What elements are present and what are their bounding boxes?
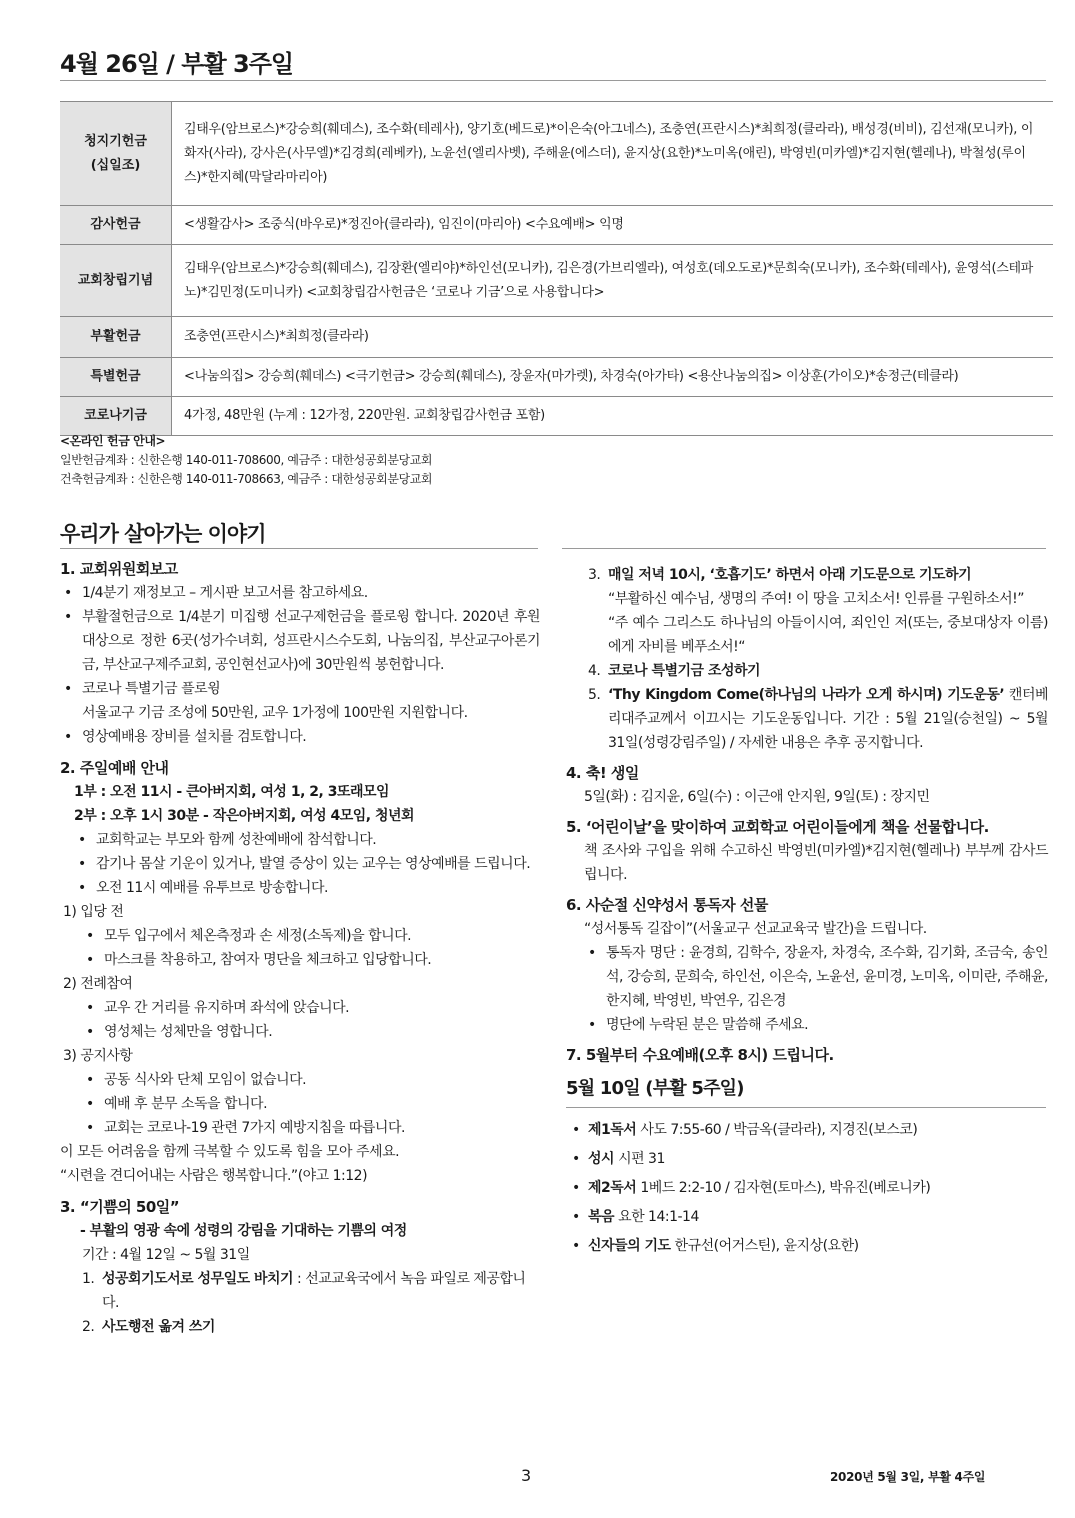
row-value: 조충연(프란시스)*최희정(클라라) (172, 317, 1054, 358)
online-title: <온라인 헌금 안내> (60, 434, 166, 448)
section-divider-right (562, 548, 1046, 549)
bible-reading-text: “성서통독 길잡이”(서울교구 선교교육국 발간)을 드립니다. (584, 921, 927, 937)
row-value: 김태우(암브로스)*강승희(훼데스), 조수화(테레사), 양기호(베드로)*이은숙(아그네스), 조충연(프란시스)*최희정(클라라), 배성경(비비), 김선재(모니카), 이화자(사라), 강사은(사무엘)*김경희(레베카), 노윤선(엘리사벳), 주해윤(에스더), 윤지상(요한)*노미옥(애린), 박영빈(미카엘)*김지현(헬레나), 박철성(루이스)*한지혜(막달라마리아) (172, 102, 1054, 206)
next-week-title: 5월 10일 (부활 5주일) (566, 1078, 744, 1099)
prayer-text: “부활하신 예수님, 생명의 주여! 이 땅을 고치소서! 인류를 구원하소서!” (608, 591, 1025, 607)
committee-report-list (60, 581, 540, 749)
list-item: • 마스크를 착용하고, 참여자 명단을 체크하고 입당합니다. (82, 948, 540, 972)
list-item: • 교회는 코로나-19 관련 7가지 예방지침을 따릅니다. (82, 1116, 540, 1140)
general-account: 일반헌금계좌 : 신한은행 140-011-708600, 예금주 : 대한성공회분당교회 (60, 453, 433, 467)
service-2: 2부 : 오후 1시 30분 - 작은아버지회, 여성 4모임, 청년회 (74, 808, 415, 824)
row-label: 감사헌금 (90, 217, 141, 232)
list-item: • 모두 입구에서 체온측정과 손 세정(소독제)을 합니다. (82, 924, 540, 948)
list-item: • 교회학교는 부모와 함께 성찬예배에 참석합니다. (74, 828, 540, 852)
row-value: 4가정, 48만원 (누계 : 12가정, 220만원. 교회창립감사헌금 포함) (172, 397, 1054, 436)
list-item: • 교우 간 거리를 유지하며 좌석에 앉습니다. (82, 996, 540, 1020)
table-row (60, 317, 1053, 358)
page-number: 3 (521, 1466, 532, 1485)
list-item: 2. 사도행전 옮겨 쓰기 (82, 1319, 215, 1335)
row-value: 김태우(암브로스)*강승희(훼데스), 김장환(엘리야)*하인선(모니카), 김은경(가브리엘라), 여성호(데오도로)*문희숙(모니카), 조수화(테레사), 윤영석(스테파노)*김민정(도미니카) <교회창립감사헌금은 ‘코로나 기금’으로 사용합니다> (172, 245, 1054, 317)
row-label: 교회창립기념 (77, 272, 154, 288)
row-label: 청지기헌금 (십일조) (84, 133, 147, 173)
next-week-readings (566, 1116, 1048, 1261)
row-label: 부활헌금 (90, 329, 141, 344)
list-item (60, 677, 540, 725)
list-item: 3. 매일 저녁 10시, ‘호흡기도’ 하면서 아래 기도문으로 기도하기 “부활하신 예수님, 생명의 주여! 이 땅을 고치소서! 인류를 구원하소서!” “주 예수 그리스도 하나님의 아들이시여, 죄인인 저(또는, 중보대상자 이름)에게 자비를 베푸소서!“ (580, 563, 1048, 659)
entry-list (60, 924, 540, 972)
list-item-text: 서울교구 기금 조성에 50만원, 교우 1가정에 100만원 지원합니다. (82, 705, 468, 721)
birthday-text: 5일(화) : 김지윤, 6일(수) : 이근애 안지원, 9일(토) : 장지민 (584, 789, 930, 805)
subsection-heading: 1) 입당 전 (63, 904, 124, 920)
building-account: 건축헌금계좌 : 신한은행 140-011-708663, 예금주 : 대한성공회분당교회 (60, 472, 433, 486)
list-item: • 오전 11시 예배를 유투브로 방송합니다. (74, 876, 540, 900)
bible-reading-title: 6. 사순절 신약성서 통독자 선물 (566, 896, 768, 914)
list-item: • 통독자 명단 : 윤경희, 김학수, 장윤자, 차경숙, 조수화, 김기화, 조금숙, 송인석, 강승희, 문희숙, 하인선, 이은숙, 노윤선, 윤미경, 노미옥, 이미란, 주해윤, 한지혜, 박영빈, 박연우, 김은경 (584, 941, 1048, 1013)
worship-guide-title: 2. 주일예배 안내 (60, 759, 169, 777)
notice-list (60, 1068, 540, 1140)
list-item: • 감기나 몸살 기운이 있거나, 발열 증상이 있는 교우는 영상예배를 드립니다. (74, 852, 540, 876)
list-item: • 명단에 누락된 분은 말씀해 주세요. (584, 1013, 1048, 1037)
list-item: • 신자들의 기도 한규선(어거스틴), 윤지상(요한) (566, 1232, 1048, 1261)
list-item: • 제2독서 1베드 2:2-10 / 김자현(토마스), 박유진(베로니카) (566, 1174, 1048, 1203)
list-item-text: • 코로나 특별기금 플로윙 (82, 681, 221, 697)
closing-line: 이 모든 어려움을 함께 극복할 수 있도록 힘을 모아 주세요. (60, 1144, 400, 1160)
list-item: • 복음 요한 14:1-14 (566, 1203, 1048, 1232)
table-row (60, 206, 1053, 245)
list-item: • 예배 후 분무 소독을 합니다. (82, 1092, 540, 1116)
prayer-text: “주 예수 그리스도 하나님의 아들이시여, 죄인인 저(또는, 중보대상자 이름)에게 자비를 베푸소서!“ (608, 615, 1048, 655)
list-item: • 공동 식사와 단체 모임이 없습니다. (82, 1068, 540, 1092)
wednesday-service-title: 7. 5월부터 수요예배(오후 8시) 드립니다. (566, 1046, 834, 1064)
table-row (60, 245, 1053, 317)
joy-50-days-subtitle: - 부활의 영광 속에 성령의 강림을 기대하는 기쁨의 여정 (80, 1223, 407, 1239)
joy-50-days-list (60, 1267, 540, 1339)
offering-table (60, 101, 1053, 436)
subsection-heading: 3) 공지사항 (63, 1048, 133, 1064)
joy-50-days-period: 기간 : 4월 12일 ~ 5월 31일 (82, 1247, 250, 1263)
list-item: • 제1독서 사도 7:55-60 / 박금옥(클라라), 지경진(보스코) (566, 1116, 1048, 1145)
table-row (60, 358, 1053, 397)
liturgy-list (60, 996, 540, 1044)
worship-guide-list (60, 828, 540, 900)
next-week-divider (566, 1107, 1046, 1108)
childrens-day-title: 5. ‘어린이날’을 맞이하여 교회학교 어린이들에게 책을 선물합니다. (566, 818, 989, 836)
row-label: 코로나기금 (84, 408, 147, 423)
table-row (60, 102, 1053, 206)
row-value: <나눔의집> 강승희(훼데스) <극기헌금> 강승희(훼데스), 장윤자(마가렛), 차경숙(아가타) <용산나눔의집> 이상훈(가이오)*송정근(테클라) (172, 358, 1054, 397)
bible-reading-list (566, 941, 1048, 1037)
joy-50-days-title: 3. “기쁨의 50일” (60, 1198, 180, 1216)
committee-report-title: 1. 교회위원회보고 (60, 560, 178, 578)
joy-50-days-list-continued (566, 563, 1048, 755)
online-offering-info (60, 432, 432, 489)
title-divider (60, 80, 1046, 81)
list-item: • 영상예배용 장비를 설치를 검토합니다. (60, 725, 540, 749)
row-value: <생활감사> 조중식(바우로)*정진아(클라라), 임진이(마리아) <수요예배> 익명 (172, 206, 1054, 245)
section-title: 우리가 살아가는 이야기 (60, 522, 266, 546)
list-item: 5. ‘Thy Kingdom Come(하나님의 나라가 오게 하시며) 기도운동’ 캔터베리대주교께서 이끄시는 기도운동입니다. 기간 : 5월 21일(승천일) ~ 5월 31일(성령강림주일) / 자세한 내용은 추후 공지합니다. (588, 687, 1048, 751)
service-1: 1부 : 오전 11시 - 큰아버지회, 여성 1, 2, 3또래모임 (74, 784, 390, 800)
right-column (566, 563, 1048, 1261)
subsection-heading: 2) 전례참여 (63, 976, 133, 992)
childrens-day-text: 책 조사와 구입을 위해 수고하신 박영빈(미카엘)*김지현(헬레나) 부부께 감사드립니다. (584, 843, 1048, 883)
birthday-title: 4. 축! 생일 (566, 764, 639, 782)
list-item: 1. 성공회기도서로 성무일도 바치기 : 선교교육국에서 녹음 파일로 제공합니다. (82, 1271, 526, 1311)
table-row (60, 397, 1053, 436)
list-item: • 1/4분기 재정보고 – 게시판 보고서를 참고하세요. (60, 581, 540, 605)
list-item: 4. 코로나 특별기금 조성하기 (588, 663, 761, 679)
closing-quote: “시련을 견디어내는 사람은 행복합니다.”(야고 1:12) (60, 1168, 368, 1184)
section-divider-left (60, 548, 538, 549)
list-item: • 영성체는 성체만을 영합니다. (82, 1020, 540, 1044)
page-title: 4월 26일 / 부활 3주일 (60, 50, 294, 78)
list-item: • 성시 시편 31 (566, 1145, 1048, 1174)
list-item: • 부활절헌금으로 1/4분기 미집행 선교구제헌금을 플로윙 합니다. 2020년 후원 대상으로 정한 6곳(성가수녀회, 성프란시스수도회, 나눔의집, 부산교구아론기금, 부산교구제주교회, 공인현선교사)에 30만원씩 봉헌합니다. (60, 605, 540, 677)
row-label: 특별헌금 (90, 369, 141, 384)
bulletin-date: 2020년 5월 3일, 부활 4주일 (830, 1470, 986, 1484)
left-column (60, 557, 540, 1339)
